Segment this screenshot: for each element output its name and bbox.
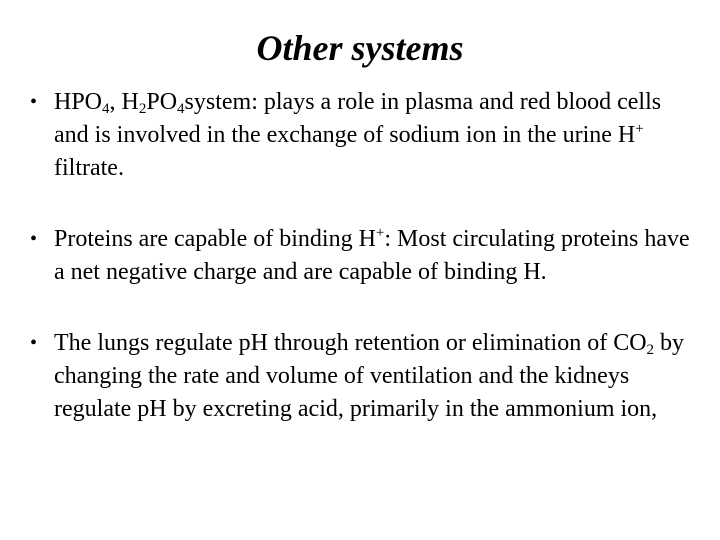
bullet-text [54,330,684,422]
superscript: + [375,225,385,241]
subscript: 2 [138,101,147,117]
bullet-item-3 [30,327,700,426]
text-run: , H [109,89,139,115]
bullet-item-1 [30,86,700,185]
subscript: 4 [102,101,110,117]
bullet-list [30,86,700,426]
subscript: 4 [177,101,185,117]
text-run: The lungs regulate pH through retention or elimination of CO [54,330,647,356]
text-run: by changing the rate and volume of ventilation and the kidneys regulate pH by excreting acid, primarily in the ammonium ion, [54,330,685,422]
slide-title: Other systems [256,28,464,68]
text-run: system: plays a role in plasma and red blood cells and is involved in the exchange of sodium ion in the urine H [54,89,662,148]
text-run: Proteins are capable of binding H [54,226,376,252]
bullet-text [54,89,661,181]
text-run: filtrate. [54,155,124,181]
bullet-marker: • [30,228,38,250]
superscript: + [635,121,644,137]
text-run: PO [146,89,178,115]
subscript: 2 [646,342,655,358]
text-run: HPO [54,89,103,115]
text-run: : Most circulating proteins have a net negative charge and are capable of binding H. [54,226,690,285]
bullet-marker: • [30,91,38,113]
bullet-item-2 [30,223,700,289]
bullet-text [54,226,690,285]
bullet-marker: • [30,332,38,354]
